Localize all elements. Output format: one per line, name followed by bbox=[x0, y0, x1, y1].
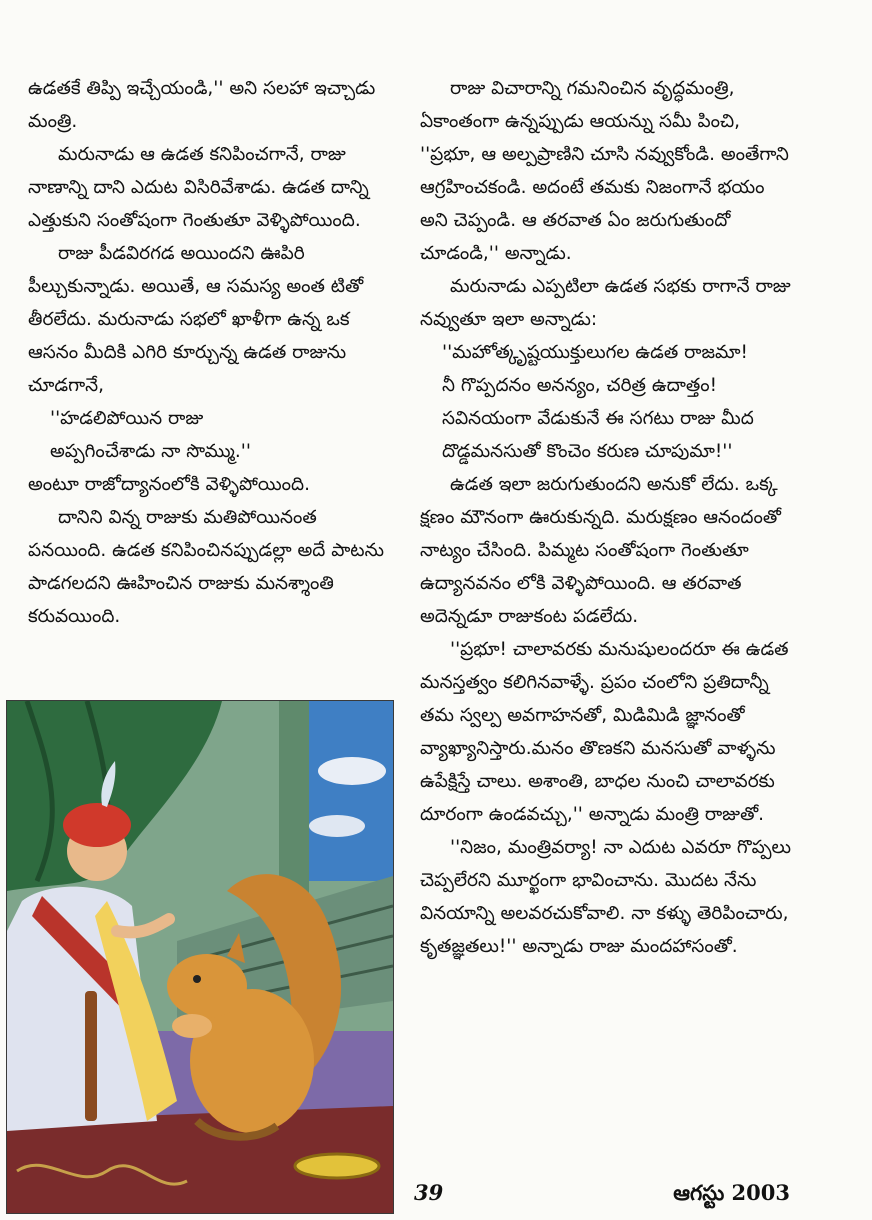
verse-line: దొడ్డమనసుతో కొంచెం కరుణ చూపుమా!'' bbox=[442, 441, 733, 462]
paragraph: రాజు పీడవిరగడ అయిందని ఊపిరి పీల్చుకున్నాడు. అయితే, ఆ సమస్య అంత టితో తీరలేదు. మరునాడు సభలో ఖాళీగా ఉన్న ఒక ఆసనం మీదికి ఎగిరి కూర్చున్న ఉడత రాజును చూడగానే, bbox=[28, 243, 364, 396]
squirrel-head bbox=[167, 954, 247, 1018]
squirrel-eye bbox=[193, 975, 201, 983]
sky-window bbox=[307, 701, 393, 881]
gold-coin bbox=[295, 1154, 379, 1178]
paragraph: అంటూ రాజోద్యానంలోకి వెళ్ళిపోయింది. bbox=[28, 474, 310, 495]
verse-line: ''మహోత్కృష్టయుక్తులుగల ఉడత రాజమా! bbox=[442, 342, 748, 363]
verse-line: అప్పగించేశాడు నా సొమ్ము.'' bbox=[50, 441, 251, 462]
issue-date: ఆగస్టు 2003 bbox=[673, 1180, 790, 1205]
sword bbox=[85, 991, 97, 1121]
paragraph: మరునాడు ఆ ఉడత కనిపించగానే, రాజు నాణాన్ని దాని ఎదుట విసిరివేశాడు. ఉడత దాన్ని ఎత్తుకుని సంతోషంగా గెంతుతూ వెళ్ళిపోయింది. bbox=[28, 144, 369, 231]
left-text-column bbox=[28, 72, 400, 633]
paragraph: ''నిజం, మంత్రివర్యా! నా ఎదుట ఎవరూ గొప్పలు చెప్పలేరని మూర్ఖంగా భావించాను. మొదట నేను వినయాన్ని అలవరచుకోవాలి. నా కళ్ళు తెరిపించారు, కృతజ్ఞతలు!'' అన్నాడు రాజు మందహాసంతో. bbox=[420, 837, 791, 957]
page-number: 39 bbox=[414, 1180, 444, 1205]
verse-line: సవినయంగా వేడుకునే ఈ సగటు రాజు మీద bbox=[442, 408, 754, 429]
paragraph: ఉడతకే తిప్పి ఇచ్చేయండి,'' అని సలహా ఇచ్చాడు మంత్రి. bbox=[28, 78, 376, 132]
paragraph: దానిని విన్న రాజుకు మతిపోయినంత పనయింది. ఉడత కనిపించినప్పుడల్లా అదే పాటను పాడగలదని ఊహించిన రాజుకు మనశ్శాంతి కరువయింది. bbox=[28, 507, 384, 627]
verse-line: నీ గొప్పదనం అనన్యం, చరిత్ర ఉదాత్తం! bbox=[442, 375, 718, 396]
king-turban bbox=[63, 803, 131, 847]
paragraph: రాజు విచారాన్ని గమనించిన వృద్ధమంత్రి, ఏకాంతంగా ఉన్నప్పుడు ఆయన్ను సమీ పించి, ''ప్రభూ, ఆ అల్పప్రాణిని చూసి నవ్వుకోండి. అంతేగాని ఆగ్రహించకండి. అదంటే తమకు నిజంగానే భయం అని చెప్పండి. ఆ తరవాత ఏం జరుగుతుందో చూడండి,'' అన్నాడు. bbox=[420, 78, 789, 264]
cloud bbox=[318, 757, 386, 785]
paragraph: ఉడత ఇలా జరుగుతుందని అనుకో లేదు. ఒక్క క్షణం మౌనంగా ఊరుకున్నది. మరుక్షణం ఆనందంతో నాట్యం చేసింది. పిమ్మట సంతోషంగా గెంతుతూ ఉద్యానవనం లోకి వెళ్ళిపోయింది. ఆ తరవాత అదెన్నడూ రాజుకంట పడలేదు. bbox=[420, 474, 781, 627]
paragraph: ''ప్రభూ! చాలావరకు మనుషులందరూ ఈ ఉడత మనస్తత్వం కలిగినవాళ్ళే. ప్రపం చంలోని ప్రతిదాన్నీ తమ స్వల్ప అవగాహనతో, మిడిమిడి జ్ఞానంతో వ్యాఖ్యానిస్తారు.మనం తొణకని మనసుతో వాళ్ళను ఉపేక్షిస్తే చాలు. అశాంతి, బాధల నుంచి చాలావరకు దూరంగా ఉండవచ్చు,'' అన్నాడు మంత్రి రాజుతో. bbox=[420, 639, 789, 825]
verse-line: ''హడలిపోయిన రాజు bbox=[50, 408, 204, 429]
right-text-column bbox=[420, 72, 792, 963]
page-footer bbox=[0, 1180, 872, 1210]
king-and-squirrel-illustration bbox=[6, 700, 394, 1214]
paragraph: మరునాడు ఎప్పటిలా ఉడత సభకు రాగానే రాజు నవ్వుతూ ఇలా అన్నాడు: bbox=[420, 276, 791, 330]
squirrel-paws bbox=[172, 1014, 212, 1038]
cloud bbox=[309, 815, 365, 837]
